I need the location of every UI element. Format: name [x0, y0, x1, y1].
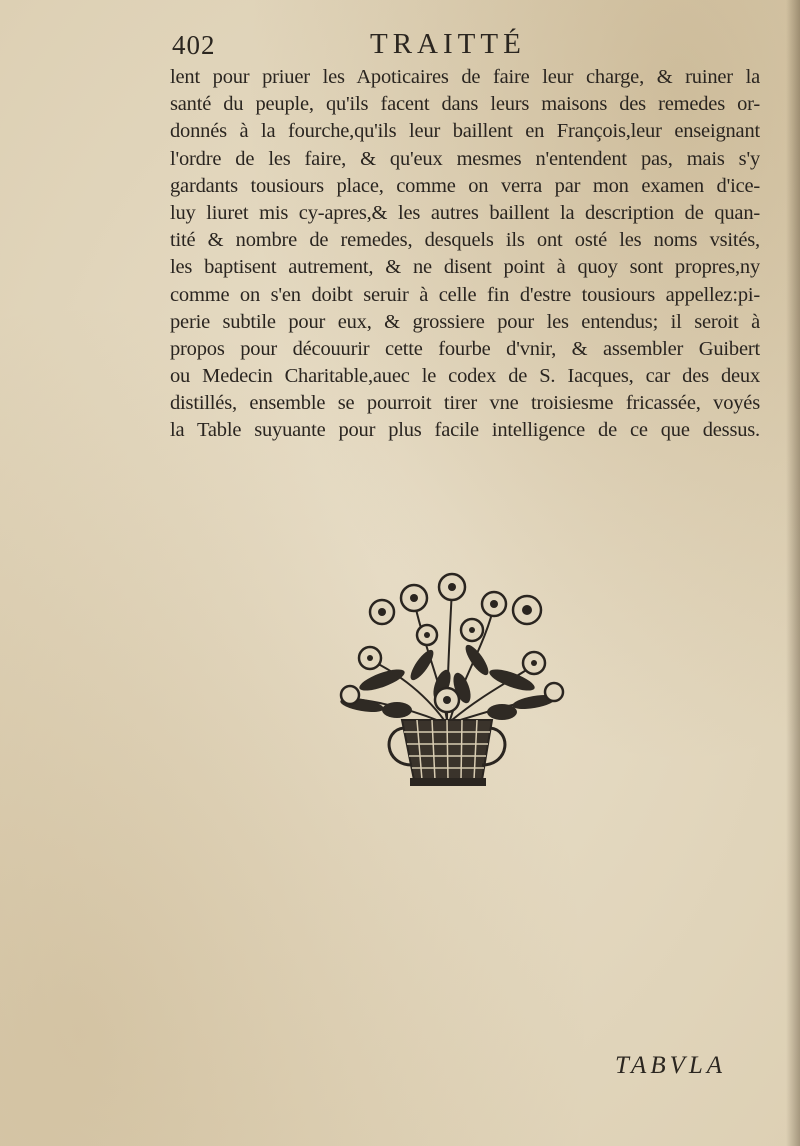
text-line: donnés à la fourche,qu'ils leur baillent en François,leur enseignant — [170, 120, 760, 143]
text-line: ou Medecin Charitable,auec le codex de S. Iacques, car des deux — [170, 365, 760, 388]
body-text — [170, 64, 760, 445]
page-edge-shadow — [786, 0, 800, 1146]
text-line: la Table suyuante pour plus facile intelligence de ce que dessus. — [170, 419, 760, 442]
text-line: lent pour priuer les Apoticaires de faire leur charge, & ruiner la — [170, 66, 760, 88]
text-line: gardants tousiours place, comme on verra par mon examen d'ice- — [170, 174, 760, 197]
text-line: propos pour découurir cette fourbe d'vnir, & assembler Guibert — [170, 337, 760, 360]
text-line: tité & nombre de remedes, desquels ils ont osté les noms vsités, — [170, 229, 760, 252]
text-line: perie subtile pour eux, & grossiere pour les entendus; il seroit à — [170, 310, 760, 333]
text-line: les baptisent autrement, & ne disent point à quoy sont propres,ny — [170, 256, 760, 279]
catchword: TABVLA — [615, 1052, 727, 1079]
flower-basket-woodcut-icon — [322, 570, 572, 795]
running-title: TRAITTÉ — [370, 28, 526, 60]
text-line: distillés, ensemble se pourroit tirer vne troisiesme fricassée, voyés — [170, 392, 760, 415]
text-line: luy liuret mis cy-apres,& les autres baillent la description de quan- — [170, 201, 760, 224]
text-line: santé du peuple, qu'ils facent dans leurs maisons des remedes or- — [170, 93, 760, 116]
text-line: comme on s'en doibt seruir à celle fin d'estre tousiours appellez:pi- — [170, 283, 760, 306]
page-number: 402 — [172, 30, 216, 60]
text-line: l'ordre de les faire, & qu'eux mesmes n'entendent pas, mais s'y — [170, 147, 760, 170]
